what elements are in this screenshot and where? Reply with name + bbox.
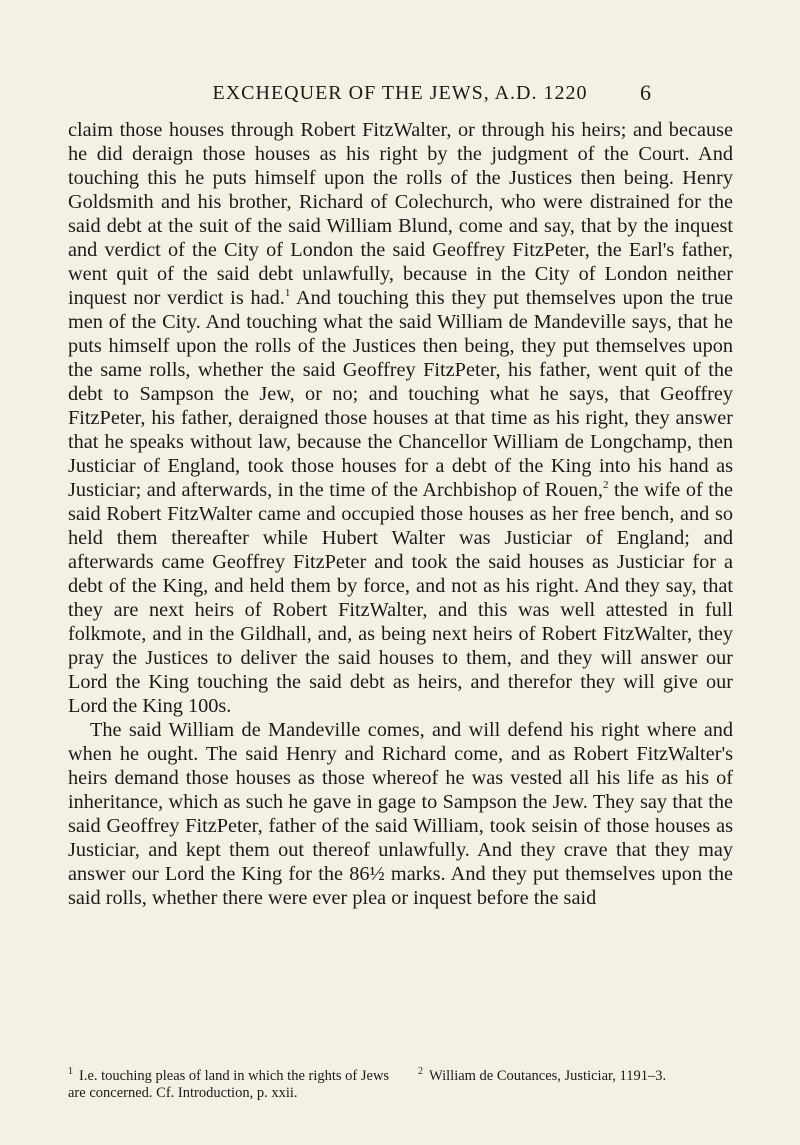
page-number: 6: [640, 80, 651, 105]
text-segment: claim those houses through Robert FitzWalter, or through his heirs; and because he did deraign those houses as his right by the judgment of the Court. And touching this he puts himself upon the rolls of the Justices then being. Henry Goldsmith and his brother, Richard of Colechurch, who were distrained for the said debt at the suit of the said William Blund, come and say, that by the inquest and verdict of the City of London the said Geoffrey FitzPeter, the Earl's father, went quit of the said debt unlawfully, because in the City of London neither inquest nor verdict is had.: [68, 119, 733, 309]
footnote: [418, 1068, 733, 1102]
footnote-reference: 1: [284, 287, 291, 300]
paragraph: [68, 118, 733, 718]
footnote-text: I.e. touching pleas of land in which the rights of Jews are concerned. Cf. Introduction, p. xxii.: [68, 1068, 390, 1101]
text-segment: the wife of the said Robert FitzWalter came and occupied those houses as her free bench, and so held them thereafter while Hubert Walter was Justiciar of England; and afterwards came Geoffrey FitzPeter and took the said houses as Justiciar for a debt of the King, and held them by force, and not as his right. And they say, that they are next heirs of Robert FitzWalter, and this was well attested in full folkmote, and in the Gildhall, and, as being next heirs of Robert FitzWalter, they pray the Justices to deliver the said houses to them, and they will answer our Lord the King touching the said debt as heirs, and therefor they will give our Lord the King 100s.: [68, 479, 733, 717]
footnote: [68, 1068, 408, 1102]
text-segment: And touching this they put themselves upon the true men of the City. And touching what the said William de Mandeville says, that he puts himself upon the rolls of the Justices then being, they put themselves upon the same rolls, whether the said Geoffrey FitzPeter, his father, went quit of the debt to Sampson the Jew, or no; and touching what he says, that Geoffrey FitzPeter, his father, deraigned those houses at that time as his right, they answer that he speaks without law, because the Chancellor William de Longchamp, then Justiciar of England, took those houses for a debt of the King into his hand as Justiciar; and afterwards, in the time of the Archbishop of Rouen,: [68, 287, 734, 501]
running-title: EXCHEQUER OF THE JEWS, A.D. 1220: [212, 82, 588, 104]
footnotes: [68, 1068, 733, 1102]
paragraph: The said William de Mandeville comes, and will defend his right where and when he ought. The said Henry and Richard come, and as Robert FitzWalter's heirs demand those houses as those whereof he was vested all his life as his of inheritance, which as such he gave in gage to Sampson the Jew. They say that the said Geoffrey FitzPeter, father of the said William, took seisin of those houses as Justiciar, and kept them out thereof unlawfully. And they crave that they may answer our Lord the King for the 86½ marks. And they put themselves upon the said rolls, whether there were ever plea or inquest before the said: [68, 719, 733, 909]
footnote-reference: 2: [602, 479, 609, 492]
footnote-mark: 1: [68, 1066, 73, 1078]
main-text: [68, 118, 733, 910]
footnote-mark: 2: [418, 1066, 423, 1078]
footnote-text: William de Coutances, Justiciar, 1191–3.: [429, 1068, 667, 1084]
